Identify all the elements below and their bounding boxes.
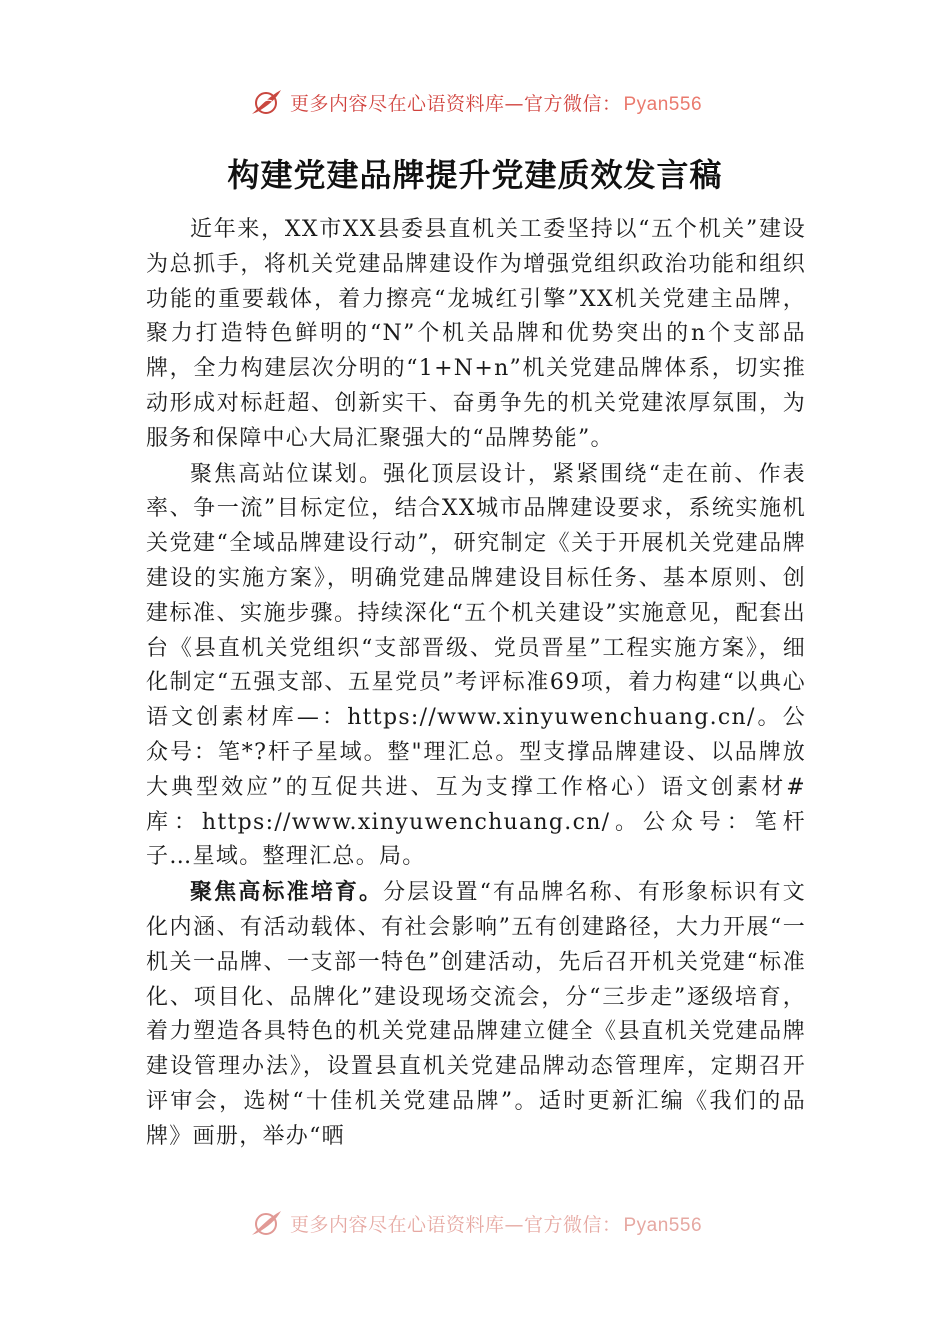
watermark-label: 更多内容尽在心语资料库—官方微信： bbox=[289, 92, 622, 115]
paragraph-planning bbox=[146, 457, 806, 876]
paragraph-text: 近年来，XX市XX县委县直机关工委坚持以“五个机关”建设为总抓手，将机关党建品牌建设作为增强党组织政治功能和组织功能的重要载体，着力擦亮“龙城红引擎”XX机关党建主品牌，聚力打造特色鲜明的“N”个机关品牌和优势突出的n个支部品牌，全力构建层次分明的“1+N+n”机关党建品牌体系，切实推动形成对标赶超、创新实干、奋勇争先的机关党建浓厚氛围，为服务和保障中心大局汇聚强大的“品牌势能”。 bbox=[146, 217, 806, 451]
watermark-text bbox=[290, 89, 702, 116]
paragraph-text: 分层设置“有品牌名称、有形象标识有文化内涵、有活动载体、有社会影响”五有创建路径，大力开展“一机关一品牌、一支部一特色”创建活动，先后召开机关党建“标准化、项目化、品牌化”建设现场交流会，分“三步走”逐级培育，着力塑造各具特色的机关党建品牌建立健全《县直机关党建品牌建设管理办法》，设置县直机关党建品牌动态管理库，定期召开评审会，选树“十佳机关党建品牌”。适时更新汇编《我们的品牌》画册，举办“晒 bbox=[146, 880, 806, 1149]
watermark-handle: Pyan556 bbox=[623, 1214, 703, 1236]
document-title: 构建党建品牌提升党建质效发言稿 bbox=[227, 156, 723, 194]
paragraph-cultivation bbox=[146, 875, 806, 1154]
quill-logo-icon bbox=[248, 1208, 284, 1238]
watermark-label: 更多内容尽在心语资料库—官方微信： bbox=[289, 1213, 622, 1236]
paragraph-lead: 聚焦高标准培育。 bbox=[190, 879, 384, 906]
paragraph-intro bbox=[146, 212, 806, 457]
watermark-text bbox=[290, 1210, 702, 1237]
bottom-watermark-banner bbox=[0, 1203, 950, 1243]
watermark-handle: Pyan556 bbox=[623, 93, 703, 115]
paragraph-text: 聚焦高站位谋划。强化顶层设计，紧紧围绕“走在前、作表率、争一流”目标定位，结合XX城市品牌建设要求，系统实施机关党建“全域品牌建设行动”，研究制定《关于开展机关党建品牌建设的实施方案》，明确党建品牌建设目标任务、基本原则、创建标准、实施步骤。持续深化“五个机关建设”实施意见，配套出台《县直机关党组织“支部晋级、党员晋星”工程实施方案》，细化制定“五强支部、五星党员”考评标准69项，着力构建“以典心语文创素材库—：https://www.xinyuwenchuang.cn/。公众号：笔*?杆子星域。整"理汇总。型支撑品牌建设、以品牌放大典型效应”的互促共进、互为支撑工作格心）语文创素材#库：https://www.xinyuwenchuang.cn/。公众号：笔杆子…星域。整理汇总。局。 bbox=[146, 461, 806, 870]
watermark-group bbox=[248, 87, 702, 117]
document-body bbox=[146, 212, 806, 1212]
watermark-group bbox=[248, 1208, 702, 1238]
top-watermark-banner bbox=[0, 82, 950, 122]
quill-logo-icon bbox=[248, 87, 284, 117]
